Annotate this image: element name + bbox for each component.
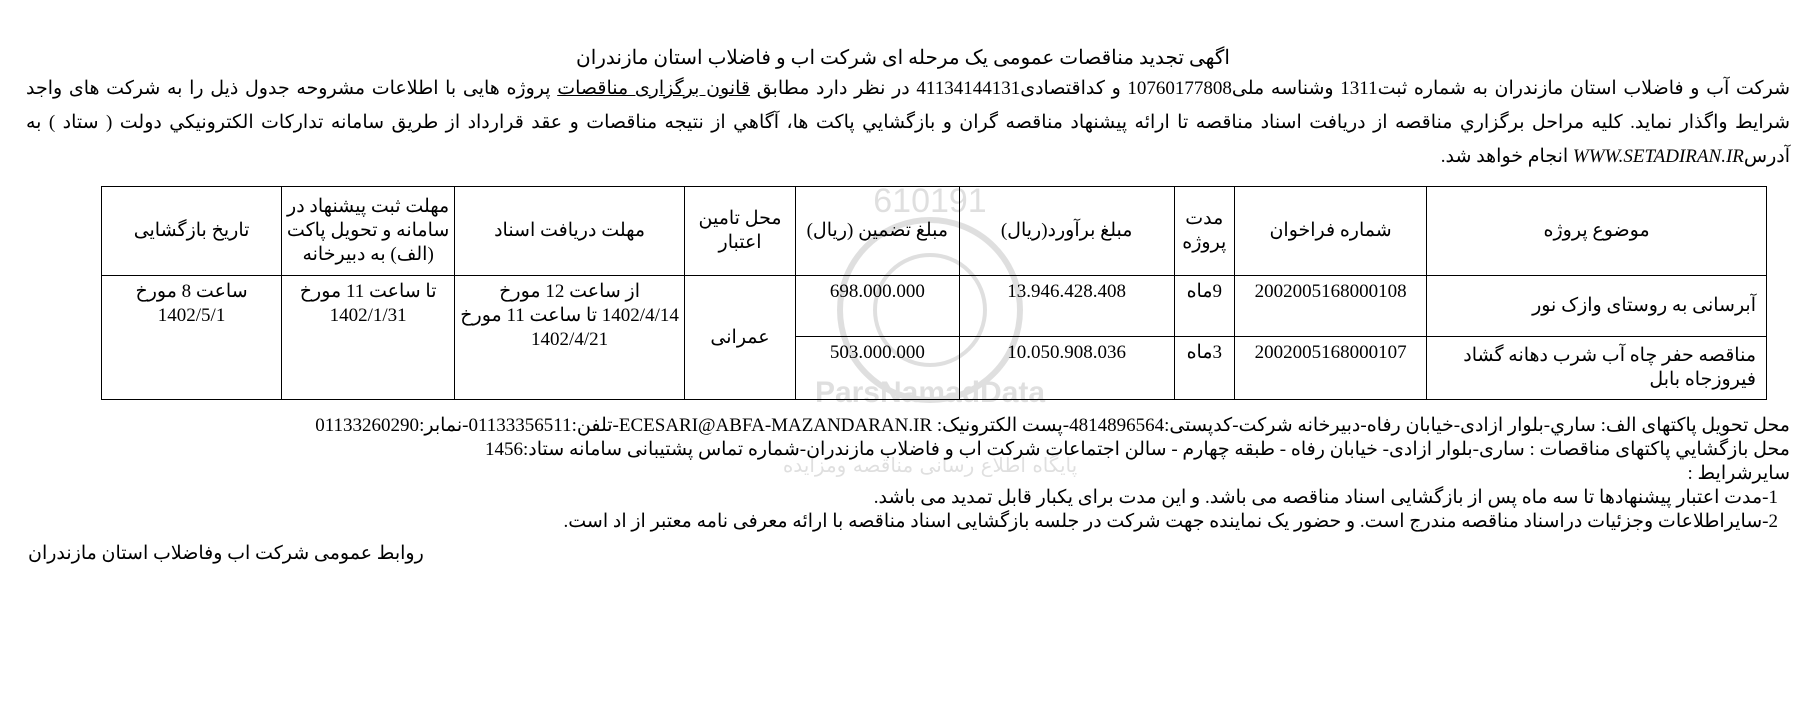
intro-text-3: انجام خواهد شد. xyxy=(1440,146,1569,167)
header-opening-date: تاریخ بازگشایی xyxy=(102,187,282,276)
intro-paragraph xyxy=(26,72,1790,174)
header-call-number: شماره فراخوان xyxy=(1234,187,1426,276)
row1-guarantee: 698.000.000 xyxy=(796,276,960,337)
row2-subject: مناقصه حفر چاه آب شرب دهانه گشاد فیروزجاه بابل xyxy=(1427,337,1767,400)
header-submit-deadline: مهلت ثبت پیشنهاد در سامانه و تحویل پاکت (الف) به دبیرخانه xyxy=(282,187,455,276)
row1-estimate: 13.946.428.408 xyxy=(959,276,1174,337)
website-address: WWW.SETADIRAN.IR xyxy=(1572,146,1744,167)
other-conditions-label: سایرشرایط : xyxy=(1687,463,1790,484)
intro-text-2: پروژه هایی با اطلاعات مشروحه جدول ذیل را به شرکت های واجد شرایط واگذار نماید. کلیه مراحل برگزاري مناقصه از دریافت اسناد مناقصه تا ارائه پیشنهاد مناقصه گران و بازگشايي پاکت ها، آگاهي از نتیجه مناقصات و عقد قرارداد از طریق سامانه تداركات الكترونیكي دولت ( ستاد ) به آدرس xyxy=(26,78,1790,167)
watermark-tagline: پایگاه اطلاع رسانی مناقصه ومزایده xyxy=(782,453,1078,477)
row1-duration: 9ماه xyxy=(1174,276,1234,337)
row1-call-number: 2002005168000108 xyxy=(1234,276,1426,337)
delivery-address: محل تحويل پاکتهای الف: ساري-بلوار ازادی-خیابان رفاه-دبیرخانه شرکت-کدپستی:4814896564-پست الکترونیک: ECESARI@ABFA-MAZANDARAN.IR-تلفن:01133356511-نمابر:01133260290 xyxy=(315,415,1790,436)
footer-info xyxy=(100,414,1790,534)
watermark-brand: ParsNamadData xyxy=(814,376,1046,409)
table-header-row xyxy=(102,187,1767,276)
row2-estimate: 10.050.908.036 xyxy=(959,337,1174,400)
header-guarantee: مبلغ تضمین (ریال) xyxy=(796,187,960,276)
header-funding: محل تامین اعتبار xyxy=(685,187,796,276)
public-relations-signature: روابط عمومی شرکت اب وفاضلاب استان مازندران xyxy=(28,543,424,564)
law-reference: قانون برگزاری مناقصات xyxy=(557,78,751,99)
intro-text-1: شرکت آب و فاضلاب استان مازندران به شماره ثبت1311 وشناسه ملی10760177808 و کداقتصادی41134144131 در نظر دارد مطابق xyxy=(750,78,1791,99)
shared-submit-deadline: تا ساعت 11 مورخ 1402/1/31 xyxy=(282,276,455,400)
condition-1: 1-مدت اعتبار پیشنهادها تا سه ماه پس از بازگشایی اسناد مناقصه می باشد. و این مدت برای یکبار قابل تمدید می باشد. xyxy=(873,487,1778,508)
shared-funding: عمرانی xyxy=(685,276,796,400)
header-doc-deadline: مهلت دریافت اسناد xyxy=(455,187,685,276)
watermark-number: 610191 xyxy=(873,182,987,220)
condition-2: 2-سایراطلاعات وجزئیات دراسناد مناقصه مندرج است. و حضور یک نماینده جهت شرکت در جلسه بازگشایی اسناد مناقصه با ارائه معرفی نامه معتبر از اد است. xyxy=(563,511,1778,532)
shared-opening-date: ساعت 8 مورخ 1402/5/1 xyxy=(102,276,282,400)
row2-guarantee: 503.000.000 xyxy=(796,337,960,400)
shared-doc-deadline: از ساعت 12 مورخ 1402/4/14 تا ساعت 11 مورخ 1402/4/21 xyxy=(455,276,685,400)
header-duration: مدت پروژه xyxy=(1174,187,1234,276)
row1-subject: آبرسانی به روستای وازک نور xyxy=(1427,276,1767,337)
header-subject: موضوع پروژه xyxy=(1427,187,1767,276)
header-estimate: مبلغ برآورد(ریال) xyxy=(959,187,1174,276)
tender-table xyxy=(101,186,1767,400)
row2-duration: 3ماه xyxy=(1174,337,1234,400)
opening-place: محل بازگشايي پاكتهای مناقصات : ساری-بلوار ازادی- خیابان رفاه - طبقه چهارم - سالن اجتماعات شرکت اب و فاضلاب مازندران-شماره تماس پشتیبانی سامانه ستاد:1456 xyxy=(485,439,1790,460)
row2-call-number: 2002005168000107 xyxy=(1234,337,1426,400)
notice-title: اگهی تجدید مناقصات عمومی یک مرحله ای شرکت اب و فاضلاب استان مازندران xyxy=(576,47,1230,69)
table-row xyxy=(102,276,1767,337)
